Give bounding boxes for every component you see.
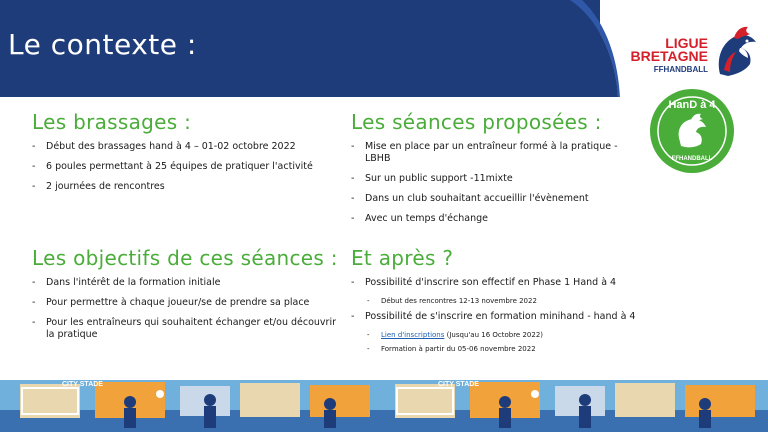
list-item: - Mise en place par un entraîneur formé à la pratique - LBHB (351, 141, 641, 165)
list-item: - Avec un temps d'échange (351, 213, 641, 225)
apres-list (351, 277, 651, 354)
list-subitem: - Formation à partir du 05-06 novembre 2022 (367, 345, 651, 354)
city-stade-sign-2: CITY STADE (438, 381, 479, 388)
badge-bottom-text: FFHANDBALL (671, 156, 713, 162)
inscriptions-deadline: (Jusqu'au 16 Octobre 2022) (444, 331, 544, 339)
list-item: - Sur un public support -11mixte (351, 173, 641, 185)
hand-a-4-logo (649, 88, 735, 174)
city-stade-illustration (0, 380, 768, 432)
city-stade-sign-1: CITY STADE (62, 381, 103, 388)
section-brassages (32, 109, 332, 201)
section-apres (351, 245, 651, 359)
list-item: - 2 journées de rencontres (32, 181, 332, 193)
list-item: - Possibilité d'inscrire son effectif en Phase 1 Hand à 4 (351, 277, 651, 289)
rooster-icon (714, 24, 758, 78)
inscriptions-link[interactable]: Lien d'inscriptions (381, 331, 445, 339)
list-subitem-link (367, 331, 651, 340)
list-item: - Début des brassages hand à 4 – 01-02 octobre 2022 (32, 141, 332, 153)
logo-line3: FFHANDBALL (653, 65, 708, 74)
objectifs-heading: Les objectifs de ces séances : (32, 246, 338, 270)
section-objectifs (32, 245, 342, 349)
badge-top-text: HanD à 4 (668, 99, 716, 111)
brassages-heading: Les brassages : (32, 110, 192, 134)
list-item: - Dans l'intérêt de la formation initiale (32, 277, 342, 289)
objectifs-list (32, 277, 342, 341)
list-item: - Pour les entraîneurs qui souhaitent échanger et/ou découvrir la pratique (32, 317, 342, 341)
seances-list (351, 141, 641, 225)
seances-heading: Les séances proposées : (351, 110, 602, 134)
apres-heading: Et après ? (351, 246, 454, 270)
list-item: - Dans un club souhaitant accueillir l'évènement (351, 193, 641, 205)
ligue-bretagne-logo (622, 24, 762, 78)
list-subitem: - Début des rencontres 12-13 novembre 2022 (367, 297, 651, 306)
brassages-list (32, 141, 332, 193)
list-item: - 6 poules permettant à 25 équipes de pratiquer l'activité (32, 161, 332, 173)
illustration-banner (0, 380, 768, 432)
logo-line1: LIGUE (665, 35, 708, 51)
section-seances (351, 109, 641, 233)
list-item: - Possibilité de s'inscrire en formation minihand - hand à 4 (351, 311, 651, 323)
header-curve (500, 0, 620, 97)
logo-line2: BRETAGNE (630, 48, 708, 64)
list-item: - Pour permettre à chaque joueur/se de prendre sa place (32, 297, 342, 309)
slide-title: Le contexte : (8, 28, 197, 61)
